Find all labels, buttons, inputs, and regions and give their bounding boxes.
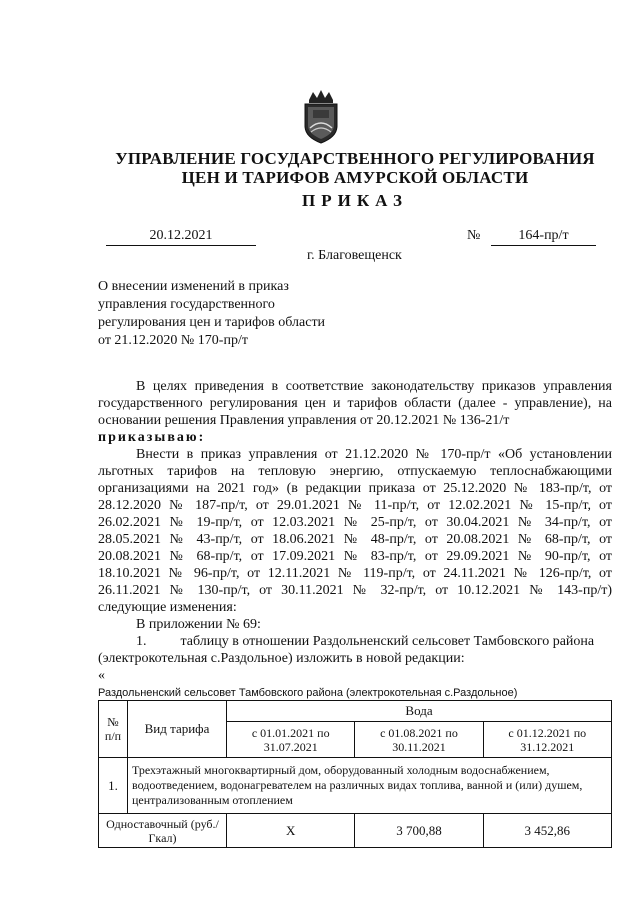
period-header: с 01.12.2021 по 31.12.2021	[483, 722, 611, 758]
order-subject	[98, 278, 358, 350]
tariff-value: 3 452,86	[483, 814, 611, 848]
col-header-num: № п/п	[99, 701, 128, 758]
item-line: (электрокотельная с.Раздольное) изложить в новой редакции:	[98, 651, 465, 666]
subject-line: регулирования цен и тарифов области	[98, 315, 326, 330]
document-title: ПРИКАЗ	[302, 191, 408, 210]
paragraph-line: 26.02.2021 № 19-пр/т, от 12.03.2021 № 25-пр/т, от 30.04.2021 № 34-пр/т, от	[98, 515, 612, 530]
item-number: 1.	[136, 634, 147, 649]
subject-line: управления государственного	[98, 297, 275, 312]
org-name-line1: УПРАВЛЕНИЕ ГОСУДАРСТВЕННОГО РЕГУЛИРОВАНИЯ	[115, 149, 595, 168]
paragraph-line: 18.10.2021 № 96-пр/т, от 12.11.2021 № 119-пр/т, от 24.11.2021 № 126-пр/т, от	[98, 566, 612, 581]
paragraph-line: 28.05.2021 № 43-пр/т, от 18.06.2021 № 48-пр/т, от 20.08.2021 № 68-пр/т, от	[98, 532, 612, 547]
row-description: Трехэтажный многоквартирный дом, оборудованный холодным водоснабжением, водоотведением, водонагревателем на различных видах топлива, ванной и (или) душем, централизованным отоплением	[128, 758, 612, 814]
paragraph-line: Внести в приказ управления от 21.12.2020 № 170-пр/т «Об установлении	[136, 447, 612, 462]
tariff-table	[98, 700, 612, 848]
coat-of-arms-icon	[299, 88, 343, 144]
col-header-water: Вода	[227, 701, 612, 722]
period-header: с 01.08.2021 по 30.11.2021	[355, 722, 483, 758]
city: г. Благовещенск	[307, 248, 402, 263]
paragraph-line: льготных тарифов на тепловую энергию, отпускаемую теплоснабжающими	[98, 464, 612, 479]
tariff-value: 3 700,88	[355, 814, 483, 848]
paragraph-line: 20.08.2021 № 68-пр/т, от 17.09.2021 № 83-пр/т, от 29.09.2021 № 90-пр/т, от	[98, 549, 612, 564]
paragraph-line: 28.12.2020 № 187-пр/т, от 29.01.2021 № 11-пр/т, от 12.02.2021 № 15-пр/т, от	[98, 498, 612, 513]
item-text: таблицу в отношении Раздольненский сельсовет Тамбовского района	[180, 634, 595, 649]
paragraph-line: следующие изменения:	[98, 600, 237, 615]
preamble-line: В целях приведения в соответствие законодательству приказов управления	[136, 379, 612, 394]
preamble-line: основании решения Правления управления от 20.12.2021 № 136-21/т	[98, 413, 510, 428]
col-header-tariff: Вид тарифа	[128, 701, 227, 758]
subject-line: О внесении изменений в приказ	[98, 279, 289, 294]
table-caption: Раздольненский сельсовет Тамбовского района (электрокотельная с.Раздольное)	[98, 687, 518, 699]
paragraph-line: 26.11.2021 № 130-пр/т, от 30.11.2021 № 32-пр/т, от 10.12.2021 № 143-пр/т)	[98, 583, 612, 598]
order-body	[98, 378, 612, 684]
tariff-name: Одноставочный (руб./Гкал)	[99, 814, 227, 848]
order-date: 20.12.2021	[106, 228, 256, 246]
subject-line: от 21.12.2020 № 170-пр/т	[98, 333, 248, 348]
tariff-value: Х	[227, 814, 355, 848]
paragraph-line: организациями на 2021 год» (в редакции приказа от 25.12.2020 № 183-пр/т, от	[98, 481, 612, 496]
number-sign: №	[467, 228, 481, 243]
appendix-line: В приложении № 69:	[136, 617, 261, 632]
order-word: приказываю:	[98, 430, 206, 445]
row-number: 1.	[99, 758, 128, 814]
order-number: 164-пр/т	[491, 228, 596, 246]
item-line	[98, 633, 612, 650]
period-header: с 01.01.2021 по 31.07.2021	[227, 722, 355, 758]
preamble-line: государственного регулирования цен и тарифов области (далее - управление), на	[98, 396, 612, 411]
quote-open: «	[98, 668, 105, 683]
org-name-line2: ЦЕН И ТАРИФОВ АМУРСКОЙ ОБЛАСТИ	[181, 168, 529, 187]
